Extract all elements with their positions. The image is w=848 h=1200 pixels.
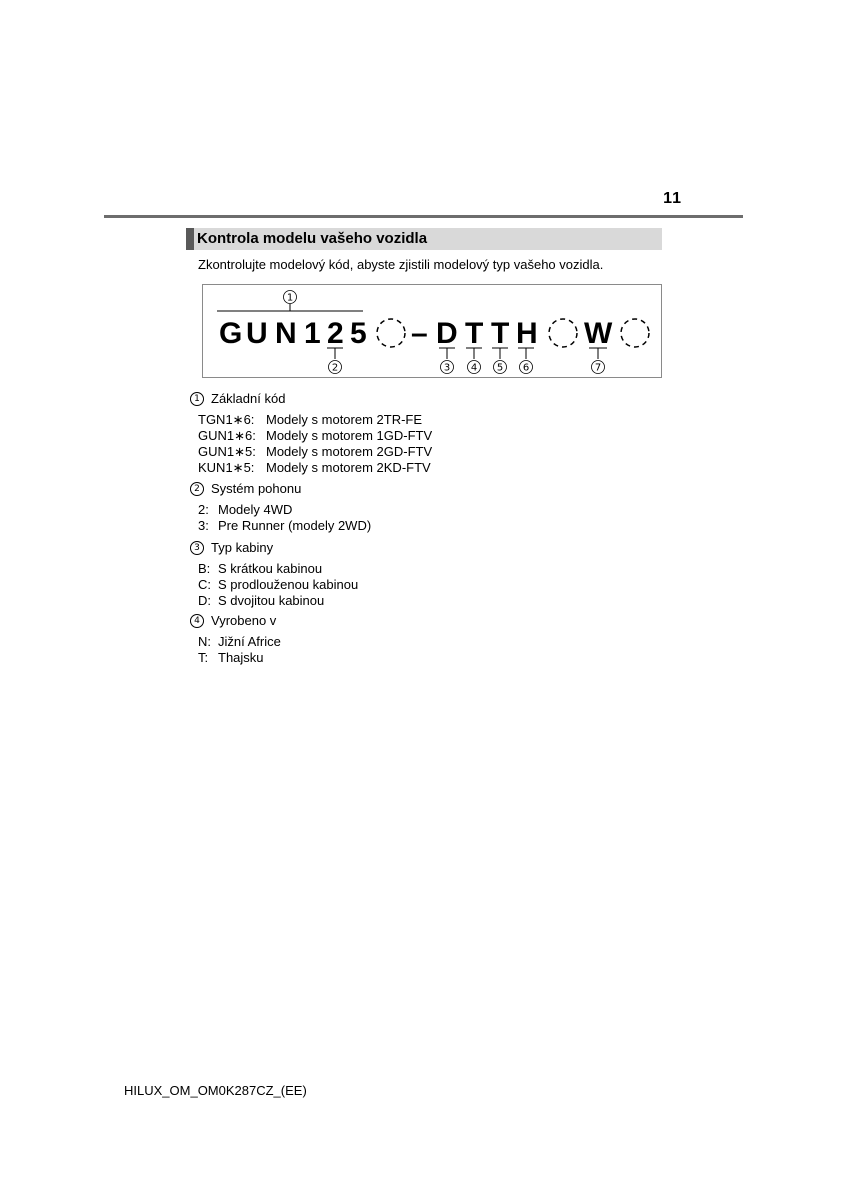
group-heading: Systém pohonu bbox=[211, 481, 302, 496]
list-item bbox=[198, 634, 281, 650]
code-char-u: U bbox=[246, 317, 268, 350]
item-text: Modely s motorem 1GD-FTV bbox=[266, 428, 433, 443]
list-item bbox=[198, 518, 371, 534]
group-cab-type bbox=[190, 540, 358, 609]
code-char-d: D bbox=[436, 317, 458, 350]
callout-3-group bbox=[439, 348, 455, 374]
callout-5-group bbox=[492, 348, 508, 374]
group-marker-3: 3 bbox=[190, 541, 204, 555]
item-text: Modely s motorem 2GD-FTV bbox=[266, 444, 433, 459]
item-code: T: bbox=[198, 650, 209, 665]
group-marker-1: 1 bbox=[190, 392, 204, 406]
item-code: C: bbox=[198, 577, 211, 592]
list-item bbox=[198, 428, 432, 444]
code-char-1: 1 bbox=[304, 317, 321, 350]
callout-1-label: 1 bbox=[286, 292, 294, 304]
placeholder-circle-1 bbox=[377, 319, 405, 347]
code-char-g: G bbox=[219, 317, 243, 350]
code-char-w: W bbox=[584, 317, 613, 350]
item-text: Pre Runner (modely 2WD) bbox=[218, 518, 372, 533]
top-rule bbox=[104, 215, 743, 218]
item-text: S dvojitou kabinou bbox=[218, 593, 325, 608]
callout-6-group bbox=[518, 348, 534, 374]
code-char-dash: – bbox=[411, 317, 428, 350]
item-text: Modely 4WD bbox=[218, 502, 293, 517]
section-header bbox=[186, 228, 662, 250]
group-marker-2: 2 bbox=[190, 482, 204, 496]
item-code: B: bbox=[198, 561, 211, 576]
section-title: Kontrola modelu vašeho vozidla bbox=[197, 230, 428, 247]
list-item bbox=[198, 460, 432, 476]
callout-4-label: 4 bbox=[470, 362, 478, 374]
document-footer: HILUX_OM_OM0K287CZ_(EE) bbox=[124, 1083, 307, 1098]
group-marker-4: 4 bbox=[190, 614, 204, 628]
list-item bbox=[198, 650, 281, 666]
item-code: 2: bbox=[198, 502, 209, 517]
group-heading: Vyrobeno v bbox=[211, 613, 277, 628]
list-item bbox=[198, 577, 358, 593]
callout-7-label: 7 bbox=[594, 362, 602, 374]
section-header-bar bbox=[186, 228, 194, 250]
item-code: GUN1∗5: bbox=[198, 444, 256, 459]
item-code: GUN1∗6: bbox=[198, 428, 256, 443]
callout-6-label: 6 bbox=[522, 362, 530, 374]
model-code-diagram bbox=[202, 284, 662, 378]
code-char-h: H bbox=[516, 317, 538, 350]
callout-2-label: 2 bbox=[331, 362, 339, 374]
item-text: Thajsku bbox=[218, 650, 264, 665]
code-char-n: N bbox=[275, 317, 297, 350]
item-code: 3: bbox=[198, 518, 209, 533]
callout-3-label: 3 bbox=[443, 362, 451, 374]
list-item bbox=[198, 412, 432, 428]
callout-5-label: 5 bbox=[496, 362, 504, 374]
list-item bbox=[198, 561, 358, 577]
group-heading: Základní kód bbox=[211, 391, 286, 406]
group-base-code bbox=[190, 391, 432, 476]
list-item bbox=[198, 593, 358, 609]
placeholder-circle-3 bbox=[621, 319, 649, 347]
item-text: Modely s motorem 2KD-FTV bbox=[266, 460, 431, 475]
item-code: N: bbox=[198, 634, 211, 649]
callout-2-group bbox=[327, 348, 343, 374]
code-char-2: 2 bbox=[327, 317, 344, 350]
callout-4-group bbox=[466, 348, 482, 374]
group-made-in bbox=[190, 613, 281, 666]
code-char-t2: T bbox=[491, 317, 510, 350]
code-char-5: 5 bbox=[350, 317, 367, 350]
item-text: S krátkou kabinou bbox=[218, 561, 323, 576]
item-code: D: bbox=[198, 593, 211, 608]
section-intro: Zkontrolujte modelový kód, abyste zjistili modelový typ vašeho vozidla. bbox=[198, 257, 604, 272]
group-drive-system bbox=[190, 481, 371, 534]
group-heading: Typ kabiny bbox=[211, 540, 274, 555]
code-char-t1: T bbox=[465, 317, 484, 350]
item-text: Jižní Africe bbox=[218, 634, 281, 649]
item-code: TGN1∗6: bbox=[198, 412, 255, 427]
page-number: 11 bbox=[663, 190, 682, 207]
callout-7-group bbox=[589, 348, 607, 374]
list-item bbox=[198, 502, 371, 518]
item-code: KUN1∗5: bbox=[198, 460, 255, 475]
placeholder-circle-2 bbox=[549, 319, 577, 347]
list-item bbox=[198, 444, 432, 460]
item-text: S prodlouženou kabinou bbox=[218, 577, 359, 592]
item-text: Modely s motorem 2TR-FE bbox=[266, 412, 423, 427]
model-code-svg bbox=[203, 285, 663, 379]
